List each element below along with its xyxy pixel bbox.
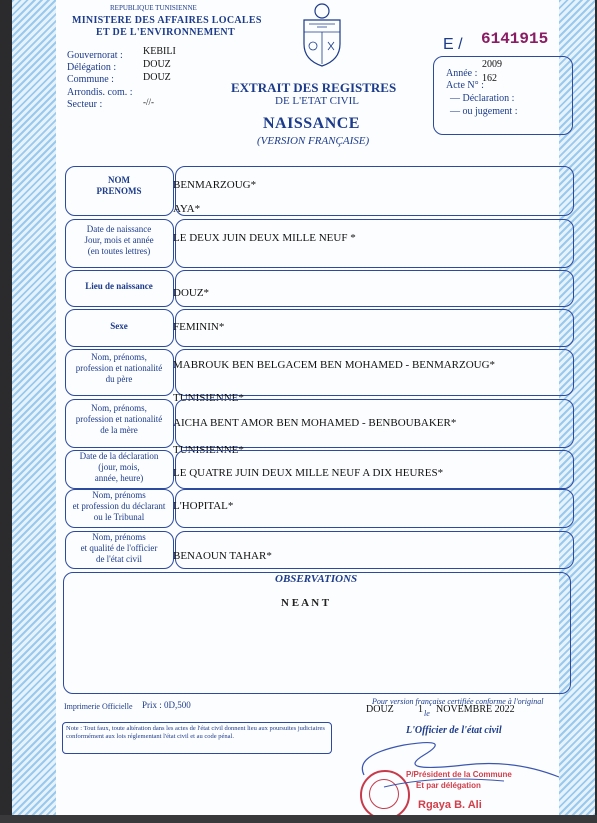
row-label-line: profession et nationalité bbox=[75, 414, 163, 424]
price-label: Prix : 0D,500 bbox=[142, 700, 191, 710]
signature-line1: P/Président de la Commune bbox=[406, 770, 512, 779]
row-label bbox=[64, 451, 174, 484]
certified-label: Pour version française certifiée conforme à l'original bbox=[372, 697, 544, 706]
date-value: NOVEMBRE 2022 bbox=[436, 704, 515, 715]
row-label bbox=[64, 281, 174, 292]
gouvernorat-label: Gouvernorat : bbox=[67, 50, 123, 61]
place-value: DOUZ bbox=[366, 704, 394, 715]
secteur-label: Secteur : bbox=[67, 99, 103, 110]
row-label-line: Date de naissance bbox=[86, 224, 152, 234]
row-label-line: ou le Tribunal bbox=[93, 512, 145, 522]
ministry-line1: MINISTERE DES AFFAIRES LOCALES bbox=[72, 15, 262, 26]
row-label-line: de la mère bbox=[100, 425, 138, 435]
declaration-label: — Déclaration : bbox=[450, 93, 515, 104]
secteur-value: -//- bbox=[143, 97, 154, 107]
row-label-line: année, heure) bbox=[94, 473, 144, 483]
viewer-bottom-bar bbox=[0, 815, 597, 823]
row-label-line: (jour, mois, bbox=[98, 462, 140, 472]
row-label-line: (en toutes lettres) bbox=[87, 246, 151, 256]
row-label bbox=[64, 352, 174, 385]
printer-label: Imprimerie Officielle bbox=[64, 702, 133, 711]
signature-name: Rgaya B. Ali bbox=[418, 799, 482, 811]
row-label bbox=[64, 224, 174, 257]
serial-number: 6141915 bbox=[481, 30, 549, 48]
row-label-line: Nom, prénoms bbox=[92, 532, 146, 542]
row-label-line: et profession du déclarant bbox=[72, 501, 166, 511]
commune-value: DOUZ bbox=[143, 72, 171, 83]
officer-label: L'Officier de l'état civil bbox=[406, 725, 502, 736]
row-value: LE DEUX JUIN DEUX MILLE NEUF * bbox=[173, 232, 356, 244]
row-value: L'HOPITAL* bbox=[173, 500, 234, 512]
row-value-box bbox=[175, 489, 574, 528]
le-label: le bbox=[424, 709, 430, 718]
row-label bbox=[64, 532, 174, 565]
republic-label: REPUBLIQUE TUNISIENNE bbox=[110, 4, 197, 12]
row-value: AICHA BENT AMOR BEN MOHAMED - BENBOUBAKER* bbox=[173, 417, 457, 429]
row-value: FEMININ* bbox=[173, 321, 225, 333]
row-value-box bbox=[175, 309, 574, 347]
row-label-line: profession et nationalité bbox=[75, 363, 163, 373]
guilloche-border-left bbox=[12, 0, 56, 815]
row-label-line: du père bbox=[105, 374, 133, 384]
tunisia-emblem-icon bbox=[297, 2, 347, 70]
row-value: LE QUATRE JUIN DEUX MILLE NEUF A DIX HEURES* bbox=[173, 467, 444, 479]
row-label bbox=[64, 490, 174, 523]
row-value: AYA* bbox=[173, 203, 201, 215]
gouvernorat-value: KEBILI bbox=[143, 46, 176, 57]
row-label bbox=[64, 321, 174, 332]
row-label-line: Nom, prénoms, bbox=[91, 403, 147, 413]
row-label-line: Nom, prénoms bbox=[92, 490, 146, 500]
signature-line2: Et par délégation bbox=[416, 781, 481, 790]
row-label-line: PRENOMS bbox=[96, 186, 142, 196]
observations-text: N E A N T bbox=[281, 597, 330, 609]
day-value: 1 bbox=[418, 704, 423, 715]
row-label-line: Jour, mois et année bbox=[84, 235, 154, 245]
row-label-line: Lieu de naissance bbox=[85, 281, 153, 291]
row-value: TUNISIENNE* bbox=[173, 444, 244, 456]
delegation-value: DOUZ bbox=[143, 59, 171, 70]
row-value-box bbox=[175, 270, 574, 307]
title-line1: EXTRAIT DES REGISTRES bbox=[231, 80, 397, 95]
title-line2: DE L'ETAT CIVIL bbox=[275, 95, 359, 107]
row-label-line: de l'état civil bbox=[95, 554, 143, 564]
row-value-box bbox=[175, 166, 574, 216]
row-value: BENAOUN TAHAR* bbox=[173, 550, 272, 562]
delegation-label: Délégation : bbox=[67, 62, 117, 73]
legal-note: Note : Tout faux, toute altération dans les actes de l'état civil donnent lieu aux poursuites judiciaires conformément aux lois réglementant l'état civil et au code pénal. bbox=[66, 725, 325, 740]
arrondis-label: Arrondis. com. : bbox=[67, 87, 133, 98]
annee-value: 2009 bbox=[482, 59, 502, 70]
row-label bbox=[64, 175, 174, 197]
commune-label: Commune : bbox=[67, 74, 114, 85]
version-label: (VERSION FRANÇAISE) bbox=[257, 135, 370, 147]
row-value: DOUZ* bbox=[173, 287, 210, 299]
document-title: NAISSANCE bbox=[263, 115, 360, 132]
row-label-line: et qualité de l'officier bbox=[80, 543, 158, 553]
acte-label: Acte N° : bbox=[446, 80, 484, 91]
row-label-line: Date de la déclaration bbox=[79, 451, 159, 461]
observations-title: OBSERVATIONS bbox=[275, 573, 358, 585]
row-value: TUNISIENNE* bbox=[173, 392, 244, 404]
ministry-line2: ET DE L'ENVIRONNEMENT bbox=[96, 27, 235, 38]
row-label-line: Nom, prénoms, bbox=[91, 352, 147, 362]
jugement-label: — ou jugement : bbox=[450, 106, 518, 117]
serial-prefix: E / bbox=[443, 36, 463, 53]
row-value: BENMARZOUG* bbox=[173, 179, 257, 191]
row-value: MABROUK BEN BELGACEM BEN MOHAMED - BENMARZOUG* bbox=[173, 359, 496, 371]
observations-box bbox=[63, 572, 571, 694]
acte-value: 162 bbox=[482, 73, 497, 84]
annee-label: Année : bbox=[446, 68, 478, 79]
row-label-line: Sexe bbox=[110, 321, 128, 331]
row-label bbox=[64, 403, 174, 436]
row-value-box bbox=[175, 349, 574, 396]
row-label-line: NOM bbox=[108, 175, 130, 185]
